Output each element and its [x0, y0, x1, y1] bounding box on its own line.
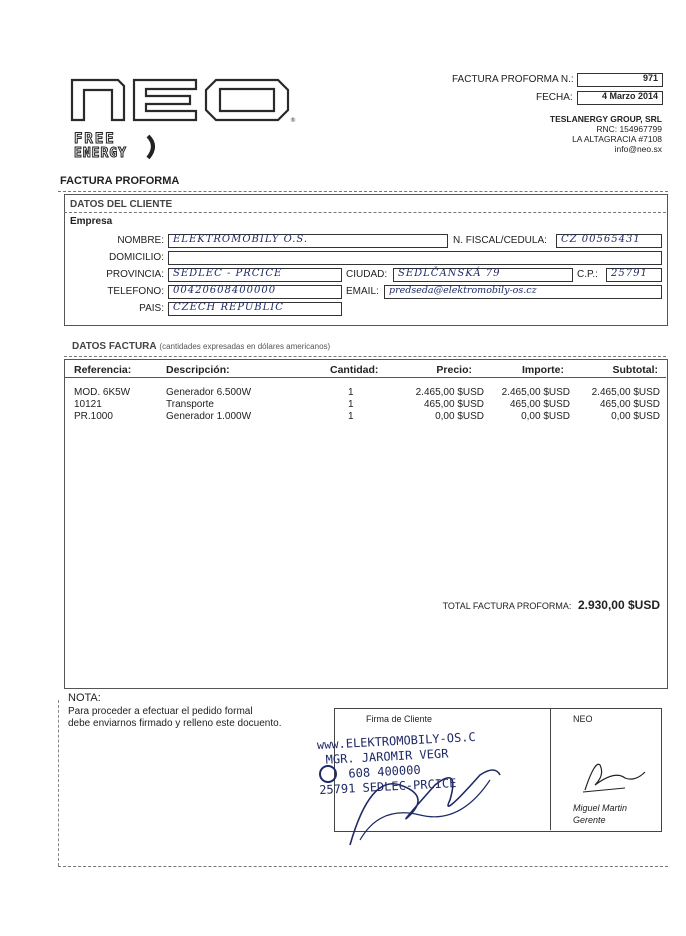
- header-referencia: Referencia:: [74, 364, 132, 376]
- stamp-line: 25791 SEDLEC-PRCICE: [318, 775, 457, 798]
- cell-referencia: PR.1000: [74, 411, 113, 422]
- issuer-address: LA ALTAGRACIA #7108: [572, 134, 662, 144]
- signer-role: Gerente: [573, 815, 606, 825]
- signer-block: [573, 802, 627, 826]
- free-energy-logo: [74, 131, 153, 161]
- table-header-divider: [64, 377, 666, 378]
- email-field[interactable]: [384, 285, 662, 299]
- issuer-name: TESLANERGY GROUP, SRL: [549, 114, 662, 124]
- stamp-line: www.ELEKTROMOBILY-OS.C: [316, 729, 477, 753]
- domicilio-label: DOMICILIO:: [108, 252, 164, 263]
- client-section-title: DATOS DEL CLIENTE: [70, 199, 173, 210]
- invoice-date-box: [577, 91, 663, 105]
- cell-descripcion: Generador 1.000W: [166, 411, 252, 422]
- telefono-field[interactable]: [168, 285, 342, 299]
- pais-field[interactable]: [168, 302, 342, 316]
- stamp-line: MGR. JAROMIR VEGR: [325, 746, 449, 767]
- factura-section-heading: [72, 341, 330, 352]
- issuer-rnc: RNC: 154967799: [596, 124, 662, 134]
- fiscal-label: N. FISCAL/CEDULA:: [453, 235, 547, 246]
- nombre-field[interactable]: [168, 234, 448, 248]
- cell-precio: 2.465,00 $USD: [415, 387, 484, 398]
- invoice-date-label: FECHA:: [536, 92, 573, 103]
- cell-subtotal: 465,00 $USD: [599, 399, 660, 410]
- svg-text:®: ®: [290, 117, 296, 124]
- nombre-label: NOMBRE:: [117, 235, 164, 246]
- cell-descripcion: Transporte: [166, 399, 214, 410]
- domicilio-field[interactable]: [168, 251, 662, 265]
- telefono-label: TELEFONO:: [107, 286, 164, 297]
- cp-label: C.P.:: [577, 269, 598, 280]
- ciudad-field[interactable]: [393, 268, 573, 282]
- client-signature-label: Firma de Cliente: [366, 714, 433, 724]
- pais-label: PAIS:: [139, 303, 164, 314]
- nota-line-2: debe enviarnos firmado y relleno este docuento.: [68, 718, 282, 729]
- provincia-value: SEDLEC - PRCICE: [173, 268, 283, 279]
- client-subtitle: Empresa: [70, 216, 113, 227]
- factura-section-note: (cantidades expresadas en dólares americanos): [159, 342, 331, 351]
- neo-logo: [66, 72, 296, 164]
- signature-divider: [550, 708, 551, 830]
- issuer-email: info@neo.sx: [614, 144, 662, 154]
- nombre-value: ELEKTROMOBILY O.S.: [173, 234, 309, 245]
- provincia-field[interactable]: [168, 268, 342, 282]
- cell-cantidad: 1: [348, 411, 354, 422]
- phone-icon: [319, 765, 337, 783]
- company-signature-scribble: [575, 750, 655, 800]
- total-value: 2.930,00 $USD: [577, 598, 660, 612]
- divider: [58, 866, 668, 867]
- company-signature-label: NEO: [573, 714, 593, 724]
- cell-subtotal: 2.465,00 $USD: [591, 387, 660, 398]
- email-label: EMAIL:: [346, 286, 379, 297]
- document-title: FACTURA PROFORMA: [60, 175, 180, 187]
- invoice-date-value: 4 Marzo 2014: [601, 91, 658, 101]
- header-descripcion: Descripción:: [166, 364, 230, 376]
- stamp-line: 608 400000: [348, 762, 421, 781]
- telefono-value: 00420608400000: [173, 285, 277, 296]
- left-border: [58, 700, 59, 866]
- total-row: [404, 598, 660, 612]
- fiscal-value: CZ 00565431: [561, 234, 641, 245]
- factura-section-title: DATOS FACTURA: [72, 341, 157, 352]
- signer-name: Miguel Martin: [573, 803, 628, 813]
- header-precio: Precio:: [436, 364, 472, 376]
- invoice-number-value: 971: [642, 73, 658, 83]
- client-signature-scribble: [340, 745, 510, 855]
- cell-cantidad: 1: [348, 387, 354, 398]
- total-label: TOTAL FACTURA PROFORMA:: [442, 601, 572, 611]
- cell-importe: 0,00 $USD: [521, 411, 570, 422]
- cell-importe: 2.465,00 $USD: [501, 387, 570, 398]
- ciudad-value: SEDLČANSKÁ 79: [398, 268, 501, 279]
- logo-tagline-energy: ENERGY: [74, 146, 127, 161]
- nota-text: [68, 706, 281, 730]
- header-subtotal: Subtotal:: [612, 364, 658, 376]
- nota-title: NOTA:: [68, 692, 101, 704]
- cell-subtotal: 0,00 $USD: [611, 411, 660, 422]
- provincia-label: PROVINCIA:: [106, 269, 164, 280]
- cell-precio: 465,00 $USD: [423, 399, 484, 410]
- cell-descripcion: Generador 6.500W: [166, 387, 252, 398]
- ciudad-label: CIUDAD:: [346, 269, 388, 280]
- fiscal-field[interactable]: [556, 234, 662, 248]
- cell-referencia: 10121: [74, 399, 102, 410]
- cell-precio: 0,00 $USD: [435, 411, 484, 422]
- invoice-number-box: [577, 73, 663, 87]
- issuer-block: [462, 114, 662, 154]
- email-value: predseda@elektromobily-os.cz: [389, 285, 537, 296]
- cell-referencia: MOD. 6K5W: [74, 387, 131, 398]
- logo-tagline-free: FREE: [74, 131, 116, 147]
- cell-cantidad: 1: [348, 399, 354, 410]
- divider: [58, 191, 668, 192]
- divider: [64, 212, 666, 213]
- nota-line-1: Para proceder a efectuar el pedido formal: [68, 706, 253, 717]
- cp-field[interactable]: [606, 268, 662, 282]
- header-cantidad: Cantidad:: [330, 364, 379, 376]
- invoice-number-label: FACTURA PROFORMA N.:: [452, 74, 574, 85]
- divider: [64, 356, 666, 357]
- cell-importe: 465,00 $USD: [509, 399, 570, 410]
- cp-value: 25791: [611, 268, 648, 279]
- header-importe: Importe:: [522, 364, 564, 376]
- pais-value: CZECH REPUBLIC: [173, 302, 284, 313]
